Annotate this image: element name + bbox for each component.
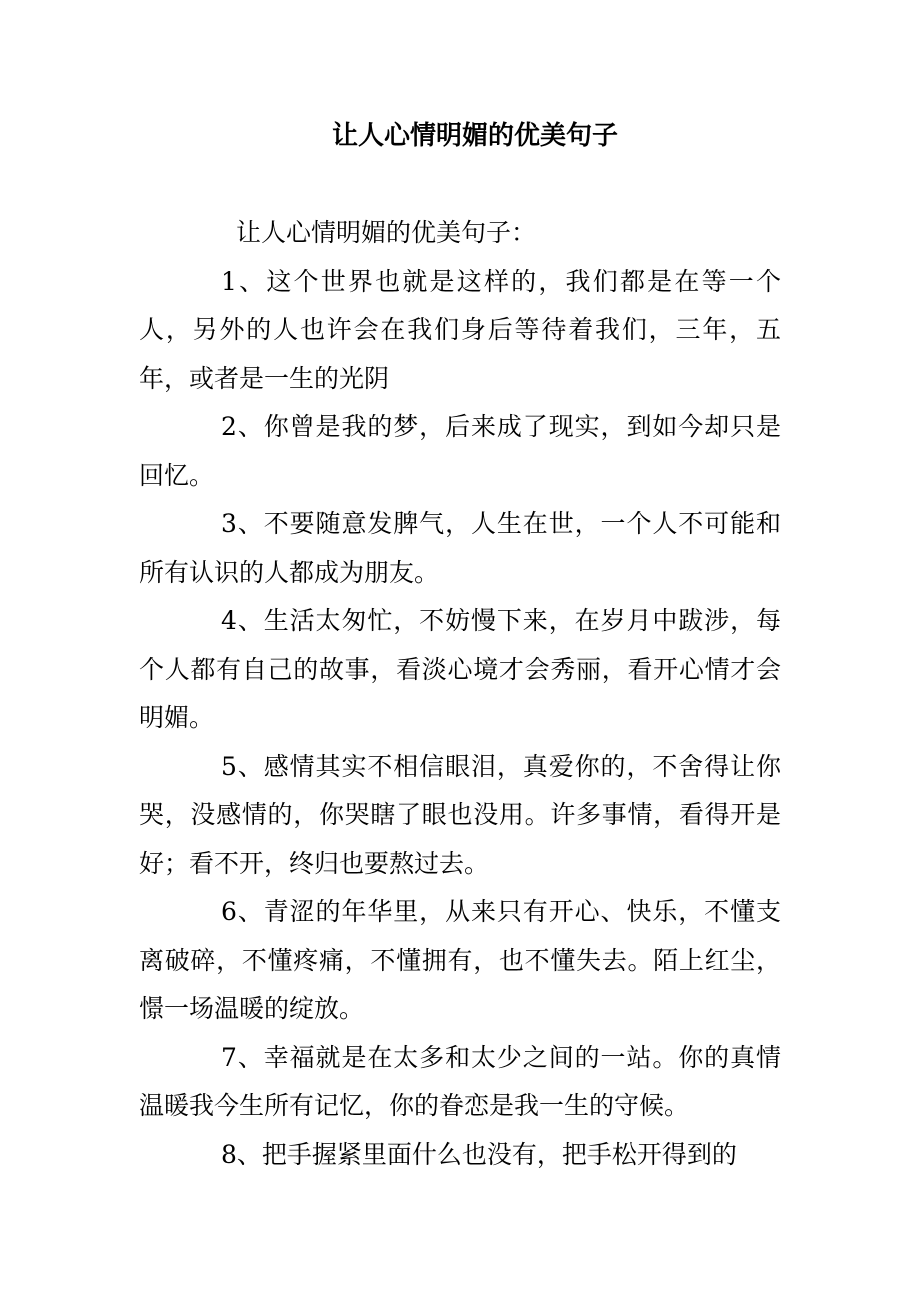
quote-item-5: 5、感情其实不相信眼泪，真爱你的，不舍得让你哭，没感情的，你哭瞎了眼也没用。许多事情，看得开是好；看不开，终归也要熬过去。 (139, 751, 781, 878)
quote-item-2: 2、你曾是我的梦，后来成了现实，到如今却只是回忆。 (139, 412, 781, 490)
document-body (139, 209, 781, 1179)
quote-item-3: 3、不要随意发脾气，人生在世，一个人不可能和所有认识的人都成为朋友。 (139, 509, 781, 587)
intro-paragraph: 让人心情明媚的优美句子： (236, 218, 537, 247)
quote-item-4: 4、生活太匆忙，不妨慢下来，在岁月中跋涉，每个人都有自己的故事，看淡心境才会秀丽，看开心情才会明媚。 (139, 606, 781, 732)
quote-item-8: 8、把手握紧里面什么也没有，把手松开得到的 (221, 1139, 737, 1169)
quote-item-7: 7、幸福就是在太多和太少之间的一站。你的真情温暖我今生所有记忆，你的眷恋是我一生的守候。 (139, 1042, 781, 1120)
quote-item-6: 6、青涩的年华里，从来只有开心、快乐，不懂支离破碎，不懂疼痛，不懂拥有，也不懂失去。陌上红尘，憬一场温暖的绽放。 (139, 897, 781, 1023)
quote-item-1: 1、这个世界也就是这样的，我们都是在等一个人，另外的人也许会在我们身后等待着我们，三年，五年，或者是一生的光阴 (139, 266, 781, 393)
document-title: 让人心情明媚的优美句子 (331, 121, 618, 151)
